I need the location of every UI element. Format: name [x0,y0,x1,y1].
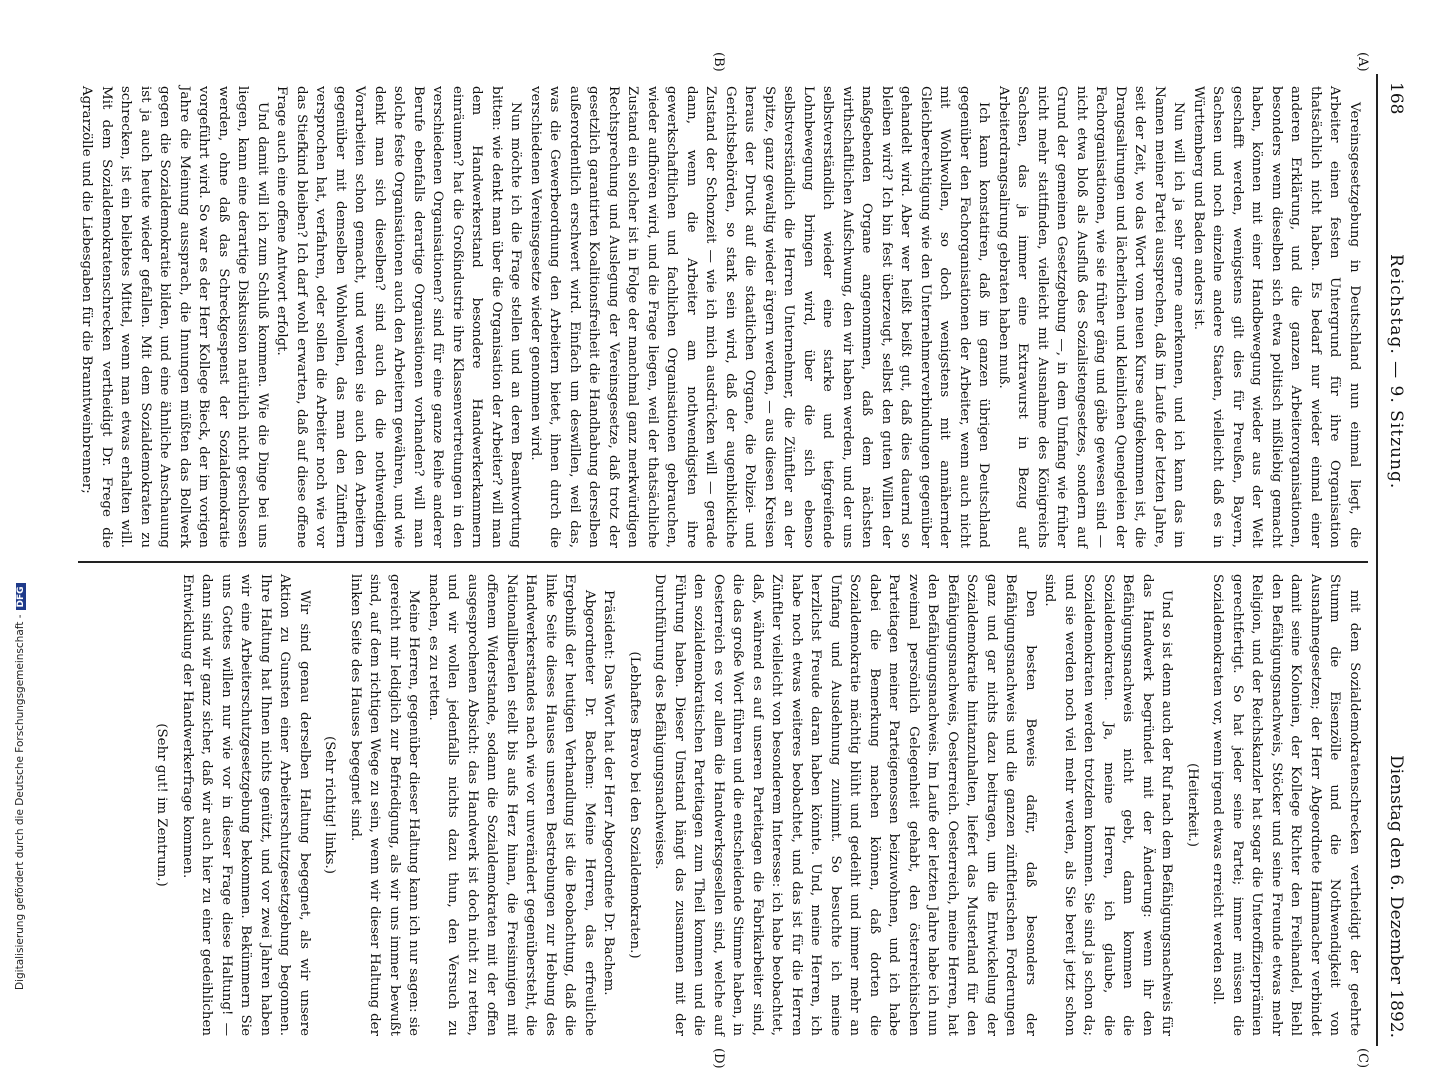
paragraph: Nun will ich ja sehr gerne anerkennen, und ich kann das im Namen meiner Partei aussprechen, daß im Laufe der letzten Jahre, seit der Zeit, wo das Wort vom neuen Kurse aufgekommen ist, die Drangsalirungen und lächerlichen und kleinlichen Quengeleien der Fachorganisationen, wie sie früher gäng und gäbe gewesen sind — nicht etwa bloß als Ausfluß des Sozialistengesetzes, sondern auf Grund der gemeinen Gesetzgebung —, in dem Umfang wie früher nicht mehr stattfinden, vielleicht mit Ausnahme des Königreichs Sachsen, das ja immer eine Extrawurst in Bezug auf Arbeiterdrangsalirung gebraten haben muß. [996,86,1187,548]
margin-marker-d: (D) [711,1048,726,1069]
paragraph: Meine Herren, gegenüber dieser Haltung kann ich nur sagen: sie gereicht mir lediglich zur Befriedigung, als wir uns immer bewußt sind, auf dem richtigen Wege zu sein, wenn wir dieser Haltung der linken Seite des Hauses begegnet sind. [348,574,422,1036]
paragraph: Vereinsgesetzgebung in Deutschland nun einmal liegt, die Arbeiter einen festen Untergrund für ihre Organisation thatsächlich nicht haben. Es bedarf nur wieder einmal einer anderen Erklärung, und die ganzen Arbeiterorganisationen, besonders wenn dieselben sich etwa politisch mißliebig gemacht haben, können mit einer Handbewegung wieder aus der Welt geschafft werden, wenigstens gilt dies für Preußen, Bayern, Sachsen und noch einzelne andere Staaten, vielleicht daß es in Württemberg und Baden anders ist. [1191,86,1362,548]
scanned-page [66,52,1416,1069]
paragraph: Nun möchte ich die Frage stellen und an deren Beantwortung bitten: wie denkt man über die Organisation der Arbeiter? will man dem Handwerkerstand besondere Handwerkerkammern einräumen? hat die Großindustrie ihre Klassenvertretungen in den verschiedenen Organisationen? sind für eine ganze Reihe anderer Berufe ebenfalls derartige Organisationen vorhanden? will man solche feste Organisationen auch den Arbeitern gewähren, und wie denkt man sich dieselben? sind auch da die nothwendigen Vorarbeiten schon gemacht, und werden sie auch den Arbeitern gegenüber mit demselben Wohlwollen, das man den Zünftlern versprochen hat, verfahren, oder sollen die Arbeiter noch wie vor das Stiefkind bleiben? Ich darf wohl erwarten, daß auf diese offene Frage auch eine offene Antwort erfolgt. [274,86,524,548]
paragraph: Ich kann konstatiren, daß im ganzen übrigen Deutschland gegenüber den Fachorganisationen der Arbeiter, wenn auch nicht mit Wohlwollen, so doch wenigstens mit annähernder Gleichberechtigung wie den Unternehmerverbindungen gegenüber gehandelt wird. Aber wer heißt beißt gut, daß dies dauernd so bleiben wird? Ich bin fest überzeugt, selbst den guten Willen der maßgebenden Organe angenommen, daß dem nächsten wirthschaftlichen Aufschwung, den wir haben werden, und der uns selbstverständlich wieder eine starke und tiefgreifende Lohnbewegung bringen wird, über die sich ebenso selbstverständlich die Herren Unternehmer, die Zünftler an der Spitze, ganz gewaltig wieder ärgern werden, — aus diesen Kreisen heraus der Druck auf die staatlichen Organe, die Polizei- und Gerichtsbehörden, so stark sein wird, daß der augenblickliche Zustand der Schonzeit — wie ich mich ausdrücken will — gerade dann, wenn die Arbeiter am nothwendigsten ihre gewerkschaftlichen und fachlichen Organisationen gebrauchen, wieder aufhören wird, und die Frage liegen, weil der thatsächliche Zustand ein solcher ist in Folge der manchmal ganz merkwürdigen Rechtsprechung und Auslegung der Vereinsgesetze, daß trotz der gesetzlich garantirten Koalitionsfreiheit die Handhabung derselben außerordentlich erschwert wird. Einfach um deswillen, weil das, was die Gewerbeordnung den Arbeitern bietet, ihnen durch die verschiedenen Vereinsgesetze wieder genommen wird. [528,86,992,548]
page-header [1376,74,1416,1046]
paragraph: Und so ist denn auch der Ruf nach dem Befähigungsnachweis für das Handwerk begründet mit der Änderung: wenn ihr den Befähigungsnachweis nicht gebt, dann kommen die Sozialdemokraten. Ja, meine Herren, ich glaube, die Sozialdemokraten werden trotzdem kommen. Sie sind ja schon da; und sie werden noch viel mehr werden, als Sie bereit jetzt schon sind. [1042,574,1175,1036]
left-text-column [80,86,1364,548]
paragraph: Und damit will ich zum Schluß kommen. Wie die Dinge bei uns liegen, kann eine derartige Diskussion natürlich nicht geschlossen werden, ohne daß das Schreckgespenst der Sozialdemokratie vorgeführt wird. So war es der Herr Kollege Bieck, der im vorigen Jahre die Meinung aussprach, die Innungen müßten das Bollwerk gegen die Sozialdemokratie bilden, und eine ähnliche Anschauung ist ja auch heute wieder gefallen. Mit dem Sozialdemokraten zu schrecken, ist ein beliebtes Mittel, wenn man etwas erhalten will. Mit dem Sozialdemokratenschrecken vertheidigt Dr. Frege die Agrarzölle und die Liebesgaben für die Branntweinbrenner; [79,86,270,548]
stage-direction: (Heiterkeit.) [1185,763,1200,847]
margin-marker-a: (A) [1355,52,1370,72]
paragraph: Den besten Beweis dafür, daß besonders der Befähigungsnachweis und die ganzen zünftlerischen Forderungen ganz und gar nichts dazu beitragen, um die Entwickelung der Sozialdemokratie hintanzuhalten, liefert das Musterland für den Befähigungsnachweis, Oesterreich. Oesterreich, meine Herren, hat den Befähigungsnachweis. Im Laufe der letzten Jahre habe ich nun zweimal persönlich Gelegenheit gehabt, den österreichischen Parteitagen meiner Parteigenossen beizuwohnen, und ich habe dabei die Bemerkung machen können, daß dorten die Sozialdemokratie mächtig blüht und gedeiht und immer mehr an Umfang und Ausdehnung zunimmt. So besuchte ich meine herzlichst Freude daran haben könnte. Und, meine Herren, ich habe noch etwas weiteres beobachtet, und das ist für die Herren Zünftler vielleicht von besonderem Interesse: ich habe beobachtet, daß, während es auf unseren Parteitagen die Fabrikarbeiter sind, die das große Wort führen und die entscheidende Stimme haben, in Oesterreich es vor allem die Handwerksgesellen sind, welche auf den sozialdemokratischen Parteitagen zum Theil kommen und die Führung haben. Dieser Umstand hängt das zusammen mit der Durchführung des Befähigungsnachweises. [652,574,1038,1036]
paragraph: mit dem Sozialdemokratenschrecken vertheidigt der geehrte Stumm die Eisenzölle und die Nothwendigkeit von Ausnahmegesetzen; der Herr Abgeordnete Hammacher verbindet damit seine Kolonien, der Kollege Richter den Freihandel, Biehl den Befähigungsnachweis, Stöcker und seine Freunde etwas mehr Religion, und der Reichskanzler hat sogar die Unteroffizierprämien gerechtfertigt. So hat jeder seine Partei; immer müssen die Sozialdemokraten vor, wenn irgend etwas erreicht werden soll. [1210,574,1362,1036]
margin-marker-c: (C) [1355,1048,1370,1069]
header-rule [1376,74,1378,1046]
digitization-credit [14,583,26,990]
dfg-logo-icon: DFG [16,583,26,610]
digitization-credit-text: Digitalisierung gefördert durch die Deutsche Forschungsgemeinschaft - [14,614,26,990]
paragraph: Abgeordneter Dr. Bachem: Meine Herren, das erfreuliche Ergebniß der heutigen Verhandlung ist die Beobachtung, daß die linke Seite dieses Hauses unseren Bestrebungen zur Hebung des Handwerkerstandes nach wie vor unverändert gegenübersteht, die Nationalliberalen stellt bis aufs Herz hinan, die Freisinnigen mit offenem Widerstande, sodann die Sozialdemokraten mit der offen ausgesprochenen Absicht: das Handwerk ist doch nicht zu retten, und wir wollen jedenfalls nichts dazu thun, den Versuch zu machen, es zu retten. [426,574,597,1036]
stage-direction: (Sehr richtig! links.) [322,736,338,874]
column-divider [78,561,1368,563]
header-date: Dienstag den 6. Dezember 1892. [1386,755,1406,1038]
paragraph: Wir sind genau derselben Haltung begegnet, als wir unsere Aktion zu Gunsten einer Arbeiterschutzgesetzgebung begonnen. Ihre Haltung hat Ihnen nichts genützt, und vor zwei Jahren haben wir eine Arbeiterschutzgesetzgebung bekommen. Bekümmern Sie uns Gottes willen nur wie vor in dieser Frage diese Haltung! — dann sind wir ganz sicher, daß wir auch hier zu einer gedeihlichen Entwicklung der Handwerkerfrage kommen. [180,574,312,1036]
stage-direction: (Sehr gut! im Zentrum.) [154,723,170,887]
digitization-credit-strip [0,0,26,1000]
right-text-column [80,574,1364,1036]
page-number: 168 [1386,82,1406,115]
header-session: Reichstag. — 9. Sitzung. [1386,254,1406,490]
margin-marker-b: (B) [711,52,726,72]
paragraph: Präsident: Das Wort hat der Herr Abgeordnete Dr. Bachem. [601,590,617,996]
stage-direction: (Lebhaftes Bravo bei den Sozialdemokraten.) [627,651,642,959]
